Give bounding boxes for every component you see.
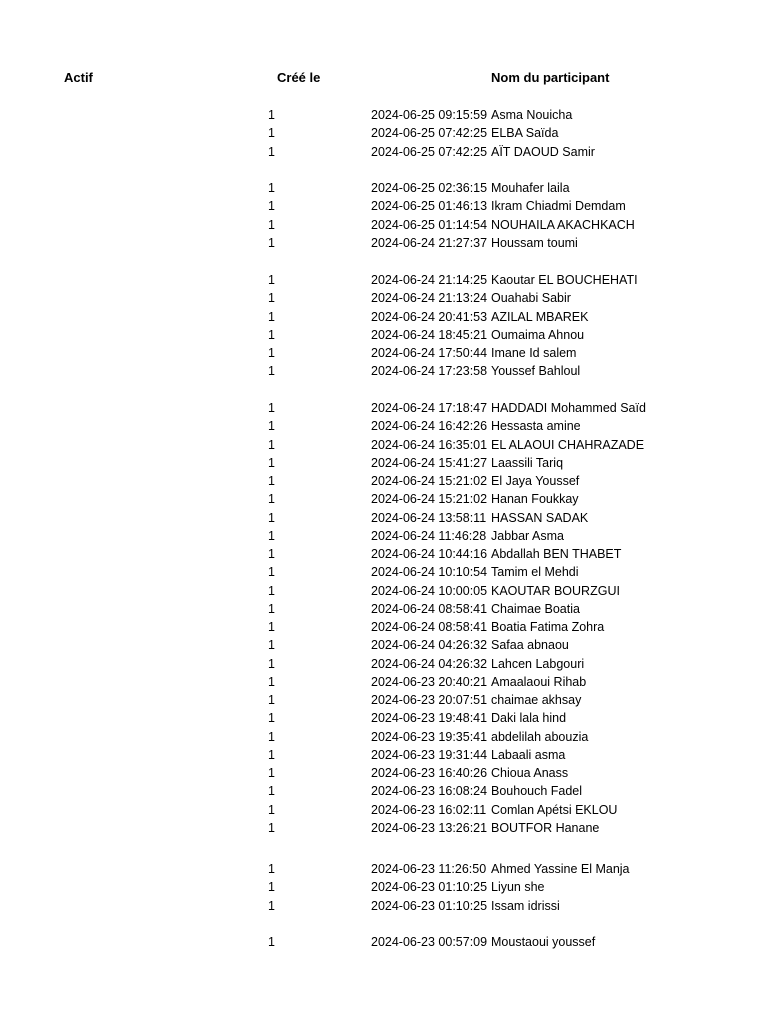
table-row bbox=[0, 527, 768, 545]
participant-name-cell: Chioua Anass bbox=[491, 766, 569, 780]
actif-cell: 1 bbox=[268, 862, 275, 876]
participant-name-cell: Ouahabi Sabir bbox=[491, 291, 571, 306]
participant-name-cell: Oumaima Ahnou bbox=[491, 327, 585, 342]
table-row bbox=[0, 673, 768, 691]
actif-cell: 1 bbox=[268, 181, 275, 195]
created-cell: 2024-06-23 16:40:26 bbox=[371, 766, 488, 780]
created-cell: 2024-06-24 15:21:02 bbox=[371, 492, 488, 507]
actif-cell: 1 bbox=[268, 729, 275, 744]
actif-cell: 1 bbox=[268, 235, 275, 250]
table-row bbox=[0, 454, 768, 472]
created-cell: 2024-06-24 17:23:58 bbox=[371, 364, 488, 379]
created-cell: 2024-06-23 11:26:50 bbox=[371, 862, 487, 876]
created-cell: 2024-06-24 08:58:41 bbox=[371, 601, 488, 616]
table-row bbox=[0, 106, 768, 124]
actif-cell: 1 bbox=[268, 144, 275, 159]
participant-name-cell: Amaalaoui Rihab bbox=[491, 674, 587, 689]
actif-cell: 1 bbox=[268, 601, 275, 616]
table-row bbox=[0, 878, 768, 896]
table-row bbox=[0, 344, 768, 362]
created-cell: 2024-06-24 15:21:02 bbox=[371, 474, 488, 488]
participant-name-cell: Jabbar Asma bbox=[491, 528, 564, 543]
participant-name-cell: Hessasta amine bbox=[491, 419, 581, 434]
created-cell: 2024-06-23 19:48:41 bbox=[371, 711, 488, 726]
actif-cell: 1 bbox=[268, 820, 275, 835]
table-row bbox=[0, 362, 768, 380]
participant-name-cell: Youssef Bahloul bbox=[491, 364, 581, 379]
created-cell: 2024-06-23 20:07:51 bbox=[371, 693, 488, 707]
participant-name-cell: chaimae akhsay bbox=[491, 693, 582, 707]
participant-name-cell: Safaa abnaou bbox=[491, 638, 569, 653]
participant-name-cell: Ikram Chiadmi Demdam bbox=[491, 199, 626, 214]
table-row bbox=[0, 436, 768, 454]
created-cell: 2024-06-25 09:15:59 bbox=[371, 108, 488, 122]
participant-name-cell: KAOUTAR BOURZGUI bbox=[491, 583, 620, 598]
table-row bbox=[0, 509, 768, 527]
created-cell: 2024-06-24 16:42:26 bbox=[371, 419, 488, 434]
table-row bbox=[0, 545, 768, 563]
table-row bbox=[0, 417, 768, 435]
table-row bbox=[0, 819, 768, 837]
created-cell: 2024-06-25 07:42:25 bbox=[371, 144, 488, 159]
actif-cell: 1 bbox=[268, 638, 275, 653]
actif-cell: 1 bbox=[268, 656, 275, 671]
actif-cell: 1 bbox=[268, 711, 275, 726]
actif-cell: 1 bbox=[268, 898, 275, 913]
table-row bbox=[0, 490, 768, 508]
participant-name-cell: Issam idrissi bbox=[491, 898, 560, 913]
participant-name-cell: Houssam toumi bbox=[491, 235, 578, 250]
participant-name-cell: EL ALAOUI CHAHRAZADE bbox=[491, 437, 645, 452]
created-cell: 2024-06-24 20:41:53 bbox=[371, 309, 488, 324]
actif-cell: 1 bbox=[268, 474, 275, 488]
table-row bbox=[0, 691, 768, 709]
created-cell: 2024-06-25 02:36:15 bbox=[371, 181, 488, 195]
participant-name-cell: Boatia Fatima Zohra bbox=[491, 620, 605, 634]
created-cell: 2024-06-25 07:42:25 bbox=[371, 126, 488, 141]
created-cell: 2024-06-23 13:26:21 bbox=[371, 820, 488, 835]
created-cell: 2024-06-24 08:58:41 bbox=[371, 620, 488, 634]
created-cell: 2024-06-25 01:46:13 bbox=[371, 199, 488, 214]
participant-name-cell: Moustaoui youssef bbox=[491, 935, 596, 949]
table-row bbox=[0, 216, 768, 234]
created-cell: 2024-06-24 16:35:01 bbox=[371, 437, 488, 452]
participant-name-cell: Imane Id salem bbox=[491, 346, 577, 360]
table-row bbox=[0, 271, 768, 289]
participant-name-cell: NOUHAILA AKACHKACH bbox=[491, 217, 635, 232]
table-row bbox=[0, 728, 768, 746]
participant-name-cell: abdelilah abouzia bbox=[491, 729, 589, 744]
created-cell: 2024-06-23 19:31:44 bbox=[371, 747, 488, 762]
table-row bbox=[0, 143, 768, 161]
participant-name-cell: Comlan Apétsi EKLOU bbox=[491, 802, 618, 817]
actif-cell: 1 bbox=[268, 935, 275, 949]
created-cell: 2024-06-24 13:58:11 bbox=[371, 510, 487, 525]
actif-cell: 1 bbox=[268, 693, 275, 707]
actif-cell: 1 bbox=[268, 747, 275, 762]
actif-cell: 1 bbox=[268, 784, 275, 799]
table-row bbox=[0, 600, 768, 618]
actif-cell: 1 bbox=[268, 273, 275, 287]
participant-name-cell: HADDADI Mohammed Saïd bbox=[491, 401, 646, 415]
participant-name-cell: Hanan Foukkay bbox=[491, 492, 579, 507]
table-row bbox=[0, 472, 768, 490]
created-cell: 2024-06-23 16:02:11 bbox=[371, 802, 487, 817]
column-header-actif: Actif bbox=[64, 70, 93, 85]
table-row bbox=[0, 636, 768, 654]
actif-cell: 1 bbox=[268, 309, 275, 324]
table-row bbox=[0, 618, 768, 636]
actif-cell: 1 bbox=[268, 364, 275, 379]
participant-name-cell: Labaali asma bbox=[491, 747, 566, 762]
actif-cell: 1 bbox=[268, 346, 275, 360]
participant-name-cell: Asma Nouicha bbox=[491, 108, 573, 122]
created-cell: 2024-06-24 15:41:27 bbox=[371, 455, 488, 470]
created-cell: 2024-06-24 17:18:47 bbox=[371, 401, 488, 415]
created-cell: 2024-06-24 10:10:54 bbox=[371, 565, 488, 580]
actif-cell: 1 bbox=[268, 766, 275, 780]
actif-cell: 1 bbox=[268, 620, 275, 634]
created-cell: 2024-06-23 01:10:25 bbox=[371, 898, 488, 913]
column-header-nom: Nom du participant bbox=[491, 70, 610, 85]
table-row bbox=[0, 308, 768, 326]
actif-cell: 1 bbox=[268, 327, 275, 342]
actif-cell: 1 bbox=[268, 199, 275, 214]
actif-cell: 1 bbox=[268, 401, 275, 415]
created-cell: 2024-06-24 10:00:05 bbox=[371, 583, 488, 598]
table-row bbox=[0, 801, 768, 819]
created-cell: 2024-06-23 00:57:09 bbox=[371, 935, 488, 949]
created-cell: 2024-06-23 16:08:24 bbox=[371, 784, 488, 799]
table-row bbox=[0, 933, 768, 951]
created-cell: 2024-06-25 01:14:54 bbox=[371, 217, 488, 232]
participant-name-cell: Liyun she bbox=[491, 880, 545, 895]
created-cell: 2024-06-24 17:50:44 bbox=[371, 346, 488, 360]
actif-cell: 1 bbox=[268, 455, 275, 470]
created-cell: 2024-06-23 19:35:41 bbox=[371, 729, 488, 744]
table-row bbox=[0, 709, 768, 727]
column-header-cree-le: Créé le bbox=[277, 70, 321, 85]
actif-cell: 1 bbox=[268, 126, 275, 141]
actif-cell: 1 bbox=[268, 547, 275, 561]
created-cell: 2024-06-24 04:26:32 bbox=[371, 638, 488, 653]
participant-name-cell: Laassili Tariq bbox=[491, 455, 564, 470]
participant-name-cell: Daki lala hind bbox=[491, 711, 567, 726]
table-row bbox=[0, 582, 768, 600]
created-cell: 2024-06-24 18:45:21 bbox=[371, 327, 488, 342]
created-cell: 2024-06-24 21:27:37 bbox=[371, 235, 488, 250]
table-row bbox=[0, 897, 768, 915]
participant-name-cell: Ahmed Yassine El Manja bbox=[491, 862, 630, 876]
actif-cell: 1 bbox=[268, 437, 275, 452]
participant-name-cell: Mouhafer laila bbox=[491, 181, 570, 195]
created-cell: 2024-06-24 11:46:28 bbox=[371, 528, 487, 543]
actif-cell: 1 bbox=[268, 510, 275, 525]
participant-name-cell: BOUTFOR Hanane bbox=[491, 820, 600, 835]
participant-name-cell: Bouhouch Fadel bbox=[491, 784, 583, 799]
table-row bbox=[0, 782, 768, 800]
table-row bbox=[0, 746, 768, 764]
actif-cell: 1 bbox=[268, 674, 275, 689]
created-cell: 2024-06-24 21:14:25 bbox=[371, 273, 488, 287]
actif-cell: 1 bbox=[268, 880, 275, 895]
table-row bbox=[0, 289, 768, 307]
table-row bbox=[0, 234, 768, 252]
participant-name-cell: El Jaya Youssef bbox=[491, 474, 580, 488]
participant-name-cell: Chaimae Boatia bbox=[491, 601, 580, 616]
actif-cell: 1 bbox=[268, 108, 275, 122]
actif-cell: 1 bbox=[268, 583, 275, 598]
actif-cell: 1 bbox=[268, 217, 275, 232]
table-row bbox=[0, 399, 768, 417]
participant-name-cell: HASSAN SADAK bbox=[491, 510, 589, 525]
participant-name-cell: Lahcen Labgouri bbox=[491, 656, 585, 671]
table-row bbox=[0, 860, 768, 878]
participant-name-cell: AÏT DAOUD Samir bbox=[491, 144, 595, 159]
actif-cell: 1 bbox=[268, 565, 275, 580]
created-cell: 2024-06-23 01:10:25 bbox=[371, 880, 488, 895]
table-row bbox=[0, 655, 768, 673]
created-cell: 2024-06-23 20:40:21 bbox=[371, 674, 488, 689]
table-row bbox=[0, 179, 768, 197]
created-cell: 2024-06-24 10:44:16 bbox=[371, 547, 488, 561]
table-row bbox=[0, 764, 768, 782]
actif-cell: 1 bbox=[268, 419, 275, 434]
actif-cell: 1 bbox=[268, 802, 275, 817]
participant-name-cell: Abdallah BEN THABET bbox=[491, 547, 622, 561]
participant-name-cell: ELBA Saïda bbox=[491, 126, 559, 141]
actif-cell: 1 bbox=[268, 528, 275, 543]
created-cell: 2024-06-24 21:13:24 bbox=[371, 291, 488, 306]
participant-name-cell: Tamim el Mehdi bbox=[491, 565, 579, 580]
table-row bbox=[0, 124, 768, 142]
participant-name-cell: Kaoutar EL BOUCHEHATI bbox=[491, 273, 638, 287]
created-cell: 2024-06-24 04:26:32 bbox=[371, 656, 488, 671]
participant-name-cell: AZILAL MBAREK bbox=[491, 309, 589, 324]
table-row bbox=[0, 197, 768, 215]
actif-cell: 1 bbox=[268, 291, 275, 306]
table-row bbox=[0, 563, 768, 581]
actif-cell: 1 bbox=[268, 492, 275, 507]
table-row bbox=[0, 326, 768, 344]
